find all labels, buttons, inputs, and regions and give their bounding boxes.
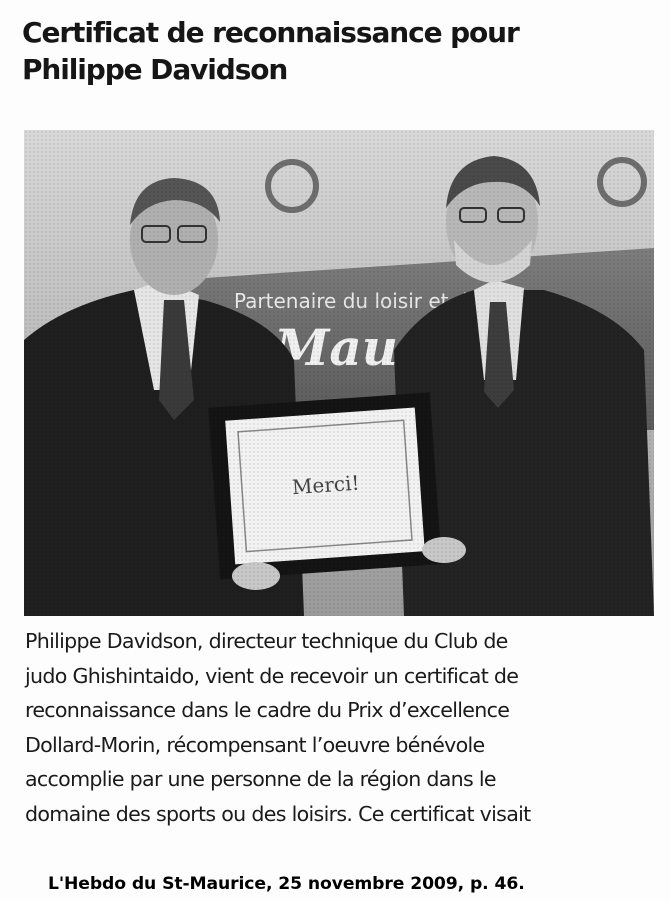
headline-line: Philippe Davidson bbox=[22, 53, 288, 86]
article-headline bbox=[22, 14, 662, 88]
caption-line: accomplie par une personne de la région dans le bbox=[25, 767, 496, 791]
photo-caption bbox=[25, 624, 665, 831]
caption-line: judo Ghishintaido, vient de recevoir un certificat de bbox=[25, 663, 519, 688]
headline-line: Certificat de reconnaissance pour bbox=[22, 16, 519, 49]
source-citation: L'Hebdo du St-Maurice, 25 novembre 2009, p. 46. bbox=[48, 874, 525, 894]
caption-line: domaine des sports ou des loisirs. Ce certificat visait bbox=[25, 801, 531, 826]
halftone-overlay bbox=[24, 130, 654, 616]
article-photo bbox=[24, 130, 654, 616]
photo-illustration bbox=[24, 130, 654, 616]
caption-line: Dollard-Morin, récompensant l’oeuvre bénévole bbox=[25, 732, 485, 757]
caption-line: reconnaissance dans le cadre du Prix d’excellence bbox=[25, 698, 510, 722]
caption-line: Philippe Davidson, directeur technique du Club de bbox=[25, 629, 508, 653]
